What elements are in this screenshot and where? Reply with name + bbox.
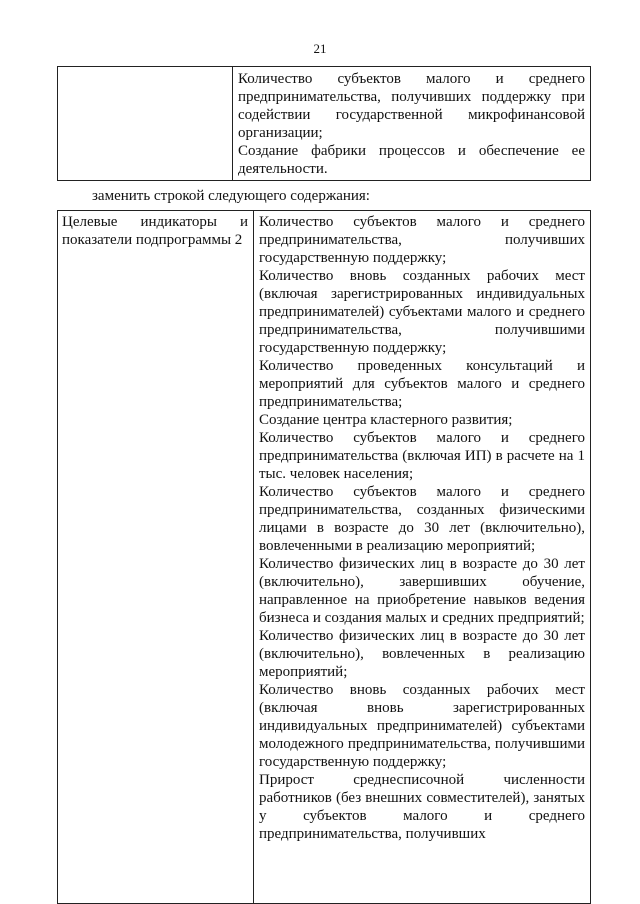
list-item: Количество субъектов малого и среднего предпринимательства (включая ИП) в расчете на 1 тыс. человек населения; — [259, 430, 585, 482]
list-item: Количество субъектов малого и среднего предпринимательства, получивших государственную поддержку; — [259, 214, 585, 266]
list-item: Количество вновь созданных рабочих мест (включая вновь зарегистрированных индивидуальных предпринимателей) субъектами молодежного предпринимательства, получившими государственную поддержку; — [259, 682, 585, 770]
indicators-label: Целевые индикаторы и показатели подпрограммы 2 — [62, 214, 248, 248]
indicators-list-cell — [254, 211, 591, 904]
old-left-cell — [58, 67, 233, 181]
list-item: Количество физических лиц в возрасте до 30 лет (включительно), вовлеченных в реализацию мероприятий; — [259, 628, 585, 680]
new-table — [57, 210, 591, 904]
list-item: Количество субъектов малого и среднего предпринимательства, получивших поддержку при содействии государственной микрофинансовой организации; — [238, 71, 585, 141]
list-item: Количество физических лиц в возрасте до 30 лет (включительно), завершивших обучение, направленное на приобретение навыков ведения бизнеса и создания малых и средних предприятий; — [259, 556, 585, 626]
old-right-cell — [233, 67, 591, 181]
list-item: Создание центра кластерного развития; — [259, 412, 513, 428]
page-number: 21 — [313, 41, 327, 56]
old-table-fragment — [57, 66, 591, 181]
list-item: Количество проведенных консультаций и мероприятий для субъектов малого и среднего предпринимательства; — [259, 358, 585, 410]
list-item: Создание фабрики процессов и обеспечение ее деятельности. — [238, 143, 585, 177]
replacement-intro-text: заменить строкой следующего содержания: — [92, 188, 370, 204]
table-row — [58, 67, 591, 181]
list-item: Прирост среднесписочной численности работников (без внешних совместителей), занятых у субъектов малого и среднего предпринимательства, получивших — [259, 772, 585, 842]
indicators-label-cell — [58, 211, 254, 904]
table-row — [58, 211, 591, 904]
list-item: Количество субъектов малого и среднего предпринимательства, созданных физическими лицами в возрасте до 30 лет (включительно), вовлеченными в реализацию мероприятий; — [259, 484, 585, 554]
list-item: Количество вновь созданных рабочих мест (включая зарегистрированных индивидуальных предпринимателей) субъектами малого и среднего предпринимательства, получившими государственную поддержку; — [259, 268, 585, 356]
